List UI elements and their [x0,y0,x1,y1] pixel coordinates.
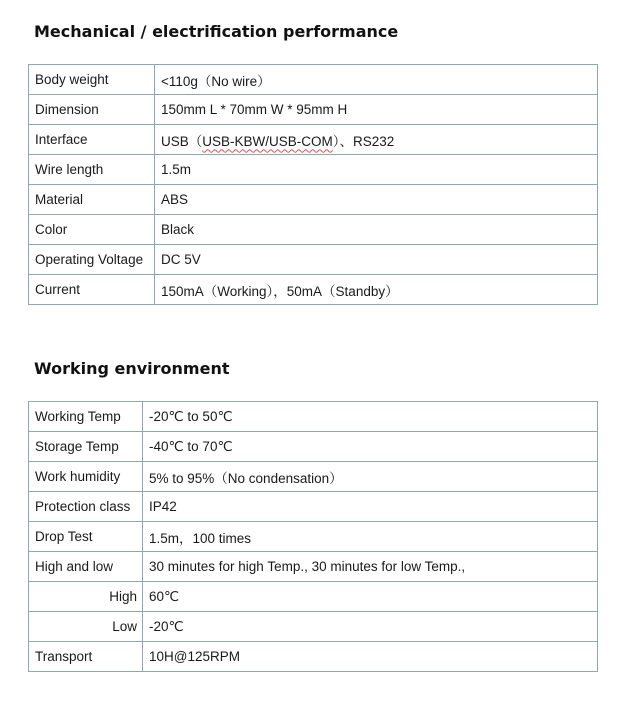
spec-label: Body weight [29,65,155,95]
section-title-working-environment: Working environment [34,359,230,378]
spec-value: 60℃ [143,582,598,612]
spec-value: 10H@125RPM [143,642,598,672]
spec-label: Wire length [29,155,155,185]
spec-label: Operating Voltage [29,245,155,275]
interface-underlined-text: USB-KBW/USB-COM [202,133,333,149]
interface-suffix: ）、RS232 [332,133,395,149]
spec-value: -40℃ to 70℃ [143,432,598,462]
spec-label: Dimension [29,95,155,125]
spec-sublabel-low: Low [29,612,143,642]
spec-value [155,125,598,155]
table-row [29,95,598,125]
table-row [29,245,598,275]
table-row [29,642,598,672]
spec-value: 1.5m [155,155,598,185]
spec-label: High and low [29,552,143,582]
spec-label: Drop Test [29,522,143,552]
spec-label: Storage Temp [29,432,143,462]
mechanical-spec-table [28,64,598,305]
section-title-mechanical: Mechanical / electrification performance [34,22,399,41]
environment-spec-table [28,401,598,672]
table-row [29,215,598,245]
spec-value: 150mm L * 70mm W * 95mm H [155,95,598,125]
spec-value: <110g（No wire） [155,65,598,95]
table-row [29,185,598,215]
spec-label: Current [29,275,155,305]
table-row [29,432,598,462]
spec-value: 1.5m，100 times [143,522,598,552]
spec-value: -20℃ [143,612,598,642]
spec-value: DC 5V [155,245,598,275]
spec-value: ABS [155,185,598,215]
spec-value: IP42 [143,492,598,522]
spec-label: Material [29,185,155,215]
table-row [29,612,598,642]
spec-label: Transport [29,642,143,672]
spec-label: Work humidity [29,462,143,492]
spec-label: Interface [29,125,155,155]
spec-sublabel-high: High [29,582,143,612]
table-row [29,275,598,305]
spec-label: Protection class [29,492,143,522]
interface-prefix: USB（ [161,133,203,149]
spec-value: -20℃ to 50℃ [143,402,598,432]
table-row [29,155,598,185]
spec-label: Working Temp [29,402,143,432]
spec-label: Color [29,215,155,245]
table-row [29,582,598,612]
table-row [29,65,598,95]
table-row [29,522,598,552]
spec-value: 150mA（Working），50mA（Standby） [155,275,598,305]
table-row [29,552,598,582]
table-row [29,402,598,432]
spec-value: Black [155,215,598,245]
spec-value: 5% to 95%（No condensation） [143,462,598,492]
table-row [29,462,598,492]
table-row [29,125,598,155]
spec-value: 30 minutes for high Temp., 30 minutes for low Temp., [143,552,598,582]
table-row [29,492,598,522]
